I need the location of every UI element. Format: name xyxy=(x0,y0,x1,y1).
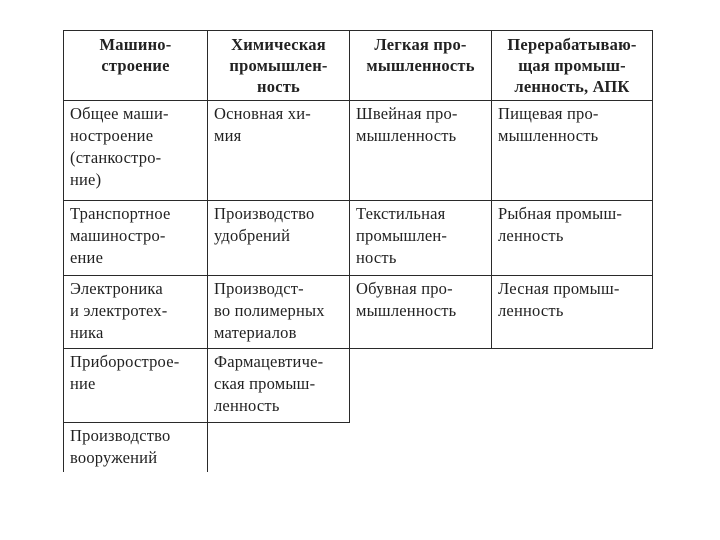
table-cell: Производство вооружений xyxy=(63,422,208,472)
table-cell: Рыбная промыш- ленность xyxy=(491,200,653,276)
table-cell: Основная хи- мия xyxy=(207,100,350,201)
table-cell: Швейная про- мышленность xyxy=(349,100,492,201)
header-cell-chemical-industry: Химическая промышлен- ность xyxy=(207,30,350,101)
table-cell: Электроника и электротех- ника xyxy=(63,275,208,349)
table-cell: Фармацевтиче- ская промыш- ленность xyxy=(207,348,350,423)
industry-table xyxy=(63,30,653,472)
table-cell: Общее маши- ностроение (станкостро- ние) xyxy=(63,100,208,201)
table-cell: Производство удобрений xyxy=(207,200,350,276)
table-cell: Производст- во полимерных материалов xyxy=(207,275,350,349)
table-cell: Текстильная промышлен- ность xyxy=(349,200,492,276)
table-cell: Приборострое- ние xyxy=(63,348,208,423)
header-cell-processing-industry: Перерабатываю- щая промыш- ленность, АПК xyxy=(491,30,653,101)
table-cell: Лесная промыш- ленность xyxy=(491,275,653,349)
table-cell: Пищевая про- мышленность xyxy=(491,100,653,201)
table-cell: Транспортное машиностро- ение xyxy=(63,200,208,276)
header-cell-mechanical-engineering: Машино- строение xyxy=(63,30,208,101)
header-cell-light-industry: Легкая про- мышленность xyxy=(349,30,492,101)
table-cell: Обувная про- мышленность xyxy=(349,275,492,349)
